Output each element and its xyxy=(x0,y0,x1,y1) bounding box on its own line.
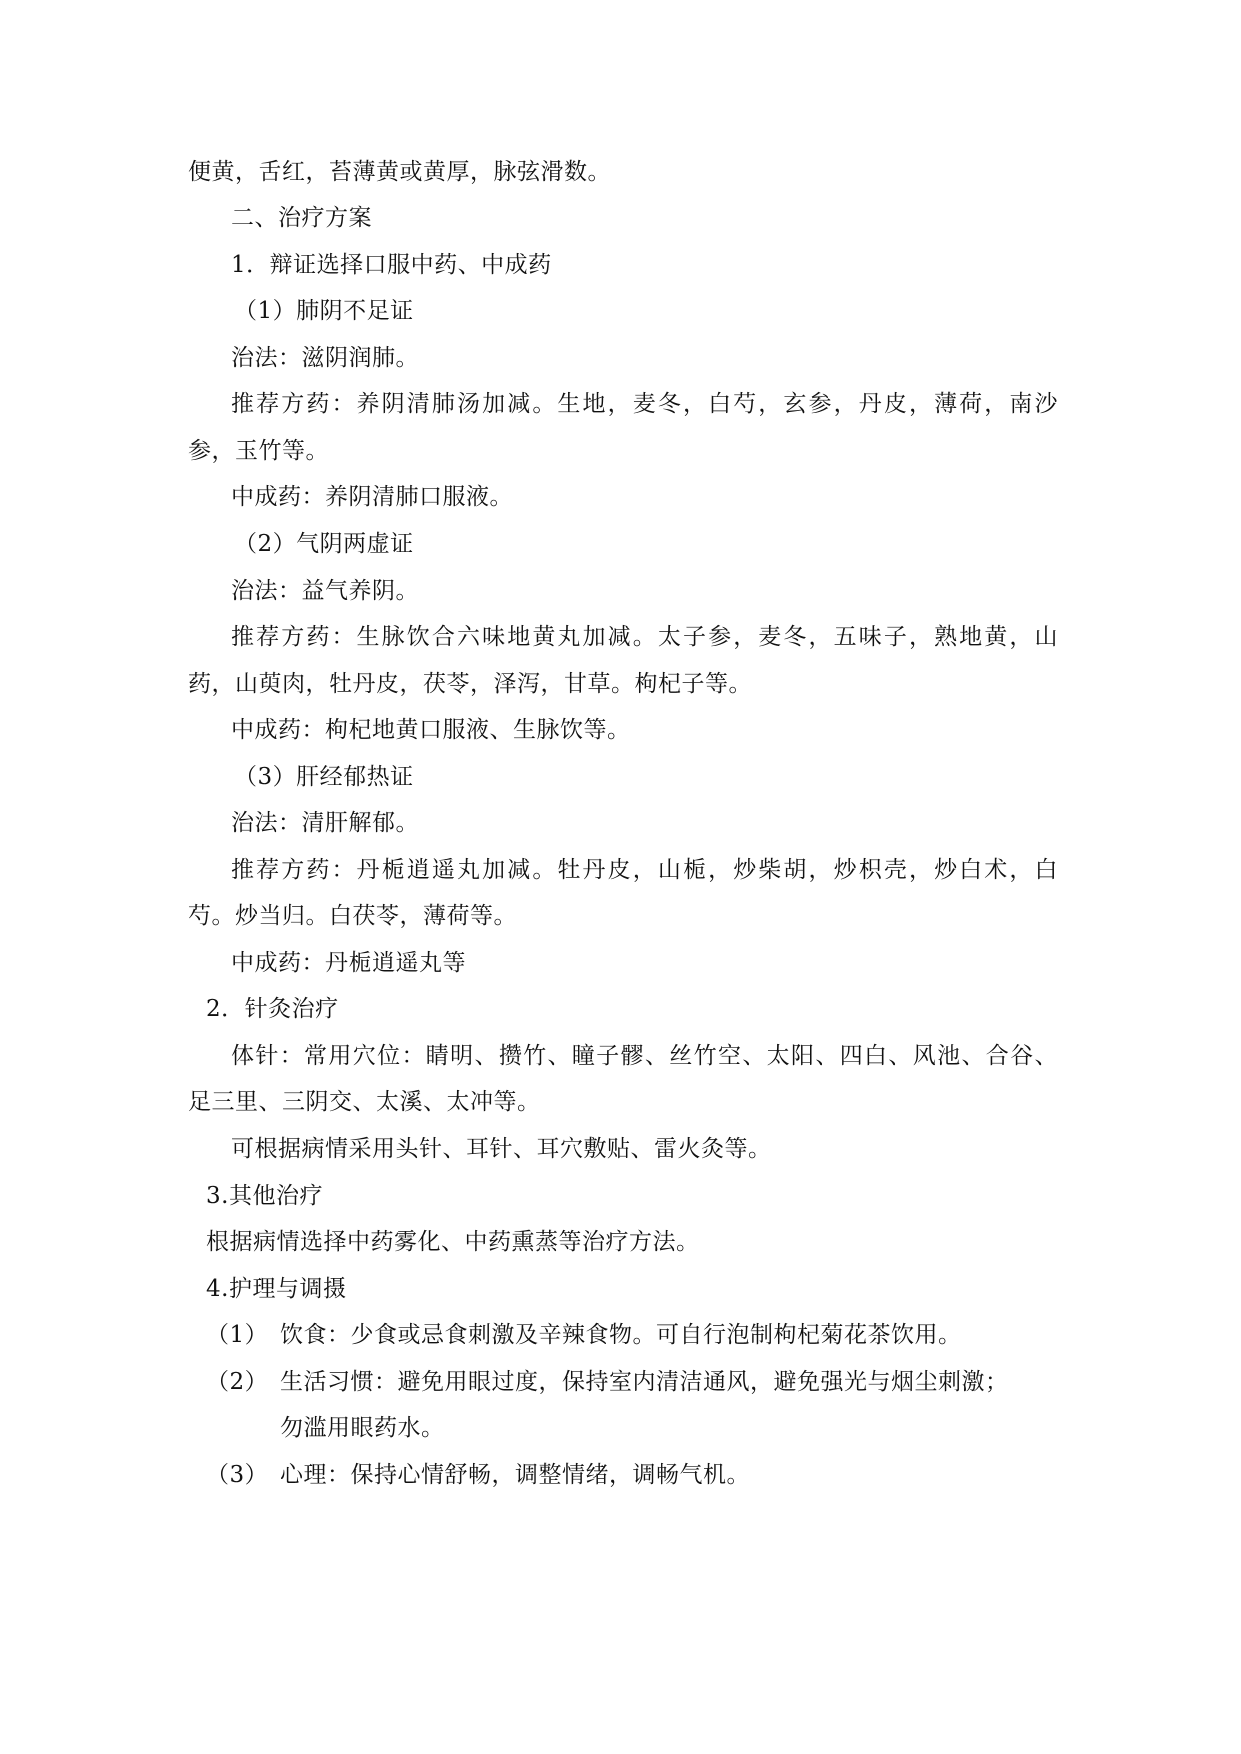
text-line: 中成药：养阴清肺口服液。 xyxy=(231,484,513,510)
text-line: 推荐方药：生脉饮合六味地黄丸加减。太子参，麦冬，五味子，熟地黄，山 xyxy=(231,624,1058,650)
care-item-text: 心理：保持心情舒畅，调整情绪，调畅气机。 xyxy=(280,1462,750,1488)
text-line: 药，山萸肉，牡丹皮，茯苓，泽泻，甘草。枸杞子等。 xyxy=(188,671,752,697)
subsection-heading: 1．辩证选择口服中药、中成药 xyxy=(231,252,552,278)
care-item xyxy=(206,1367,1009,1397)
care-item xyxy=(206,1460,750,1490)
care-item-number: （2） xyxy=(206,1369,269,1395)
care-item-number: （1） xyxy=(206,1322,269,1348)
text-line: 治法：益气养阴。 xyxy=(231,578,419,604)
care-item-text: 勿滥用眼药水。 xyxy=(280,1415,445,1441)
text-line: 芍。炒当归。白茯苓，薄荷等。 xyxy=(188,903,517,929)
care-item xyxy=(206,1413,445,1443)
care-item-text: 生活习惯：避免用眼过度，保持室内清洁通风，避免强光与烟尘刺激； xyxy=(280,1369,1009,1395)
text-line: 中成药：丹栀逍遥丸等 xyxy=(231,950,466,976)
care-item xyxy=(206,1320,962,1350)
text-line: 参，玉竹等。 xyxy=(188,438,329,464)
care-item-text: 饮食：少食或忌食刺激及辛辣食物。可自行泡制枸杞菊花茶饮用。 xyxy=(280,1322,962,1348)
syndrome-heading: （1）肺阴不足证 xyxy=(234,298,414,324)
text-line: 治法：清肝解郁。 xyxy=(231,810,419,836)
text-line: 推荐方药：丹栀逍遥丸加减。牡丹皮，山栀，炒柴胡，炒枳壳，炒白术，白 xyxy=(231,857,1058,883)
text-line: 根据病情选择中药雾化、中药熏蒸等治疗方法。 xyxy=(206,1229,700,1255)
syndrome-heading: （2）气阴两虚证 xyxy=(234,531,414,557)
text-line: 治法：滋阴润肺。 xyxy=(231,345,419,371)
text-line: 便黄，舌红，苔薄黄或黄厚，脉弦滑数。 xyxy=(188,159,611,185)
text-line: 中成药：枸杞地黄口服液、生脉饮等。 xyxy=(231,717,631,743)
text-line: 可根据病情采用头针、耳针、耳穴敷贴、雷火灸等。 xyxy=(231,1136,772,1162)
subsection-heading: 3.其他治疗 xyxy=(206,1183,323,1209)
syndrome-heading: （3）肝经郁热证 xyxy=(234,764,414,790)
subsection-heading: 4.护理与调摄 xyxy=(206,1276,347,1302)
text-line: 足三里、三阴交、太溪、太冲等。 xyxy=(188,1089,541,1115)
care-item-number: （3） xyxy=(206,1462,269,1488)
subsection-heading: 2．针灸治疗 xyxy=(206,996,339,1022)
text-line: 体针：常用穴位：睛明、攒竹、瞳子髎、丝竹空、太阳、四白、风池、合谷、 xyxy=(231,1043,1058,1069)
section-heading: 二、治疗方案 xyxy=(231,205,372,231)
text-line: 推荐方药：养阴清肺汤加减。生地，麦冬，白芍，玄参，丹皮，薄荷，南沙 xyxy=(231,391,1058,417)
